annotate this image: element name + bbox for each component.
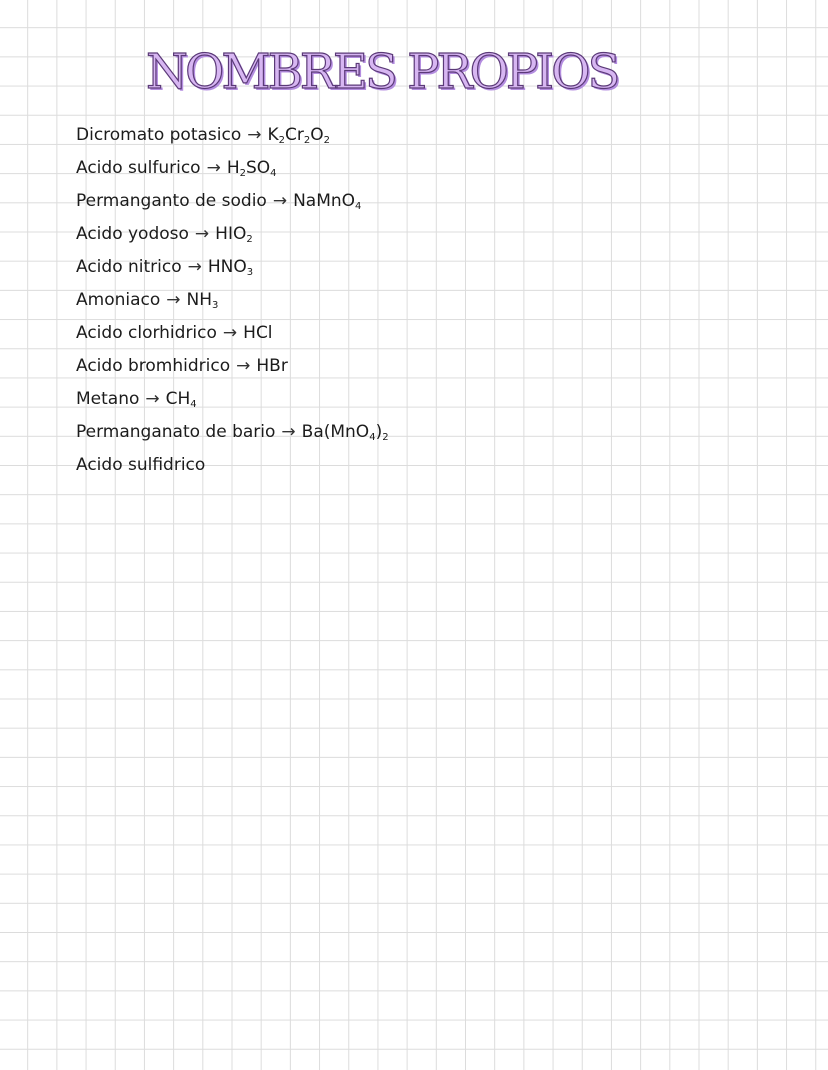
compound-name: Amoniaco bbox=[76, 290, 161, 310]
compound-name: Acido nitrico bbox=[76, 257, 182, 277]
chemical-formula bbox=[256, 356, 287, 376]
compound-name: Dicromato potasico bbox=[76, 125, 242, 145]
formula-symbol: NaMnO bbox=[293, 191, 356, 211]
formula-symbol: ) bbox=[375, 422, 383, 442]
arrow-icon: → bbox=[194, 224, 210, 244]
formula-subscript: 2 bbox=[303, 135, 311, 146]
formula-subscript: 2 bbox=[246, 234, 253, 245]
formula-subscript: 2 bbox=[278, 135, 286, 146]
formula-symbol: NH bbox=[186, 290, 213, 310]
arrow-icon: → bbox=[236, 356, 251, 376]
chemical-formula bbox=[227, 158, 277, 178]
chemical-formula bbox=[243, 323, 272, 343]
formula-symbol: HBr bbox=[256, 356, 288, 376]
compound-item bbox=[76, 352, 389, 385]
compound-name: Acido sulfurico bbox=[76, 158, 201, 178]
compound-item bbox=[76, 121, 389, 154]
formula-subscript: 4 bbox=[369, 432, 376, 443]
page-title: NOMBRES PROPIOS bbox=[146, 44, 618, 100]
compound-item bbox=[76, 253, 389, 286]
chemical-formula bbox=[187, 290, 219, 310]
arrow-icon: → bbox=[281, 422, 296, 442]
arrow-icon: → bbox=[247, 125, 262, 145]
compound-list bbox=[76, 121, 389, 484]
formula-subscript: 3 bbox=[246, 267, 254, 278]
formula-subscript: 4 bbox=[355, 201, 362, 212]
chemical-formula bbox=[215, 224, 253, 244]
compound-name: Acido yodoso bbox=[76, 224, 189, 244]
formula-subscript: 3 bbox=[212, 300, 219, 311]
compound-name: Acido bromhidrico bbox=[76, 356, 231, 376]
formula-symbol: Ba(MnO bbox=[301, 422, 370, 442]
compound-item bbox=[76, 286, 389, 319]
formula-symbol: HNO bbox=[207, 257, 247, 277]
compound-name: Metano bbox=[76, 389, 140, 409]
compound-item bbox=[76, 220, 389, 253]
formula-symbol: K bbox=[267, 125, 279, 145]
chemical-formula bbox=[302, 422, 389, 442]
arrow-icon: → bbox=[166, 290, 181, 310]
chemical-formula bbox=[208, 257, 253, 277]
arrow-icon: → bbox=[145, 389, 160, 409]
formula-symbol: H bbox=[226, 158, 240, 178]
compound-item bbox=[76, 418, 389, 451]
formula-symbol: HIO bbox=[215, 224, 247, 244]
arrow-icon: → bbox=[206, 158, 221, 178]
chemical-formula bbox=[166, 389, 197, 409]
compound-item bbox=[76, 154, 389, 187]
formula-subscript: 4 bbox=[190, 399, 197, 410]
formula-symbol: CH bbox=[165, 389, 191, 409]
compound-name: Acido sulfidrico bbox=[76, 455, 206, 475]
formula-symbol: SO bbox=[246, 158, 271, 178]
compound-name: Acido clorhidrico bbox=[76, 323, 217, 343]
formula-subscript: 2 bbox=[382, 432, 389, 443]
compound-item bbox=[76, 187, 389, 220]
compound-item bbox=[76, 319, 389, 352]
formula-symbol: Cr bbox=[285, 125, 304, 145]
compound-item bbox=[76, 451, 389, 484]
formula-symbol: O bbox=[310, 125, 324, 145]
formula-subscript: 4 bbox=[270, 168, 277, 179]
arrow-icon: → bbox=[187, 257, 202, 277]
compound-item bbox=[76, 385, 389, 418]
formula-subscript: 2 bbox=[323, 135, 331, 146]
arrow-icon: → bbox=[222, 323, 238, 343]
formula-symbol: HCl bbox=[243, 323, 273, 343]
chemical-formula bbox=[293, 191, 361, 211]
arrow-icon: → bbox=[272, 191, 288, 211]
compound-name: Permanganto de sodio bbox=[76, 191, 267, 211]
compound-name: Permanganato de bario bbox=[76, 422, 276, 442]
chemical-formula bbox=[267, 125, 330, 145]
formula-subscript: 2 bbox=[239, 168, 246, 179]
